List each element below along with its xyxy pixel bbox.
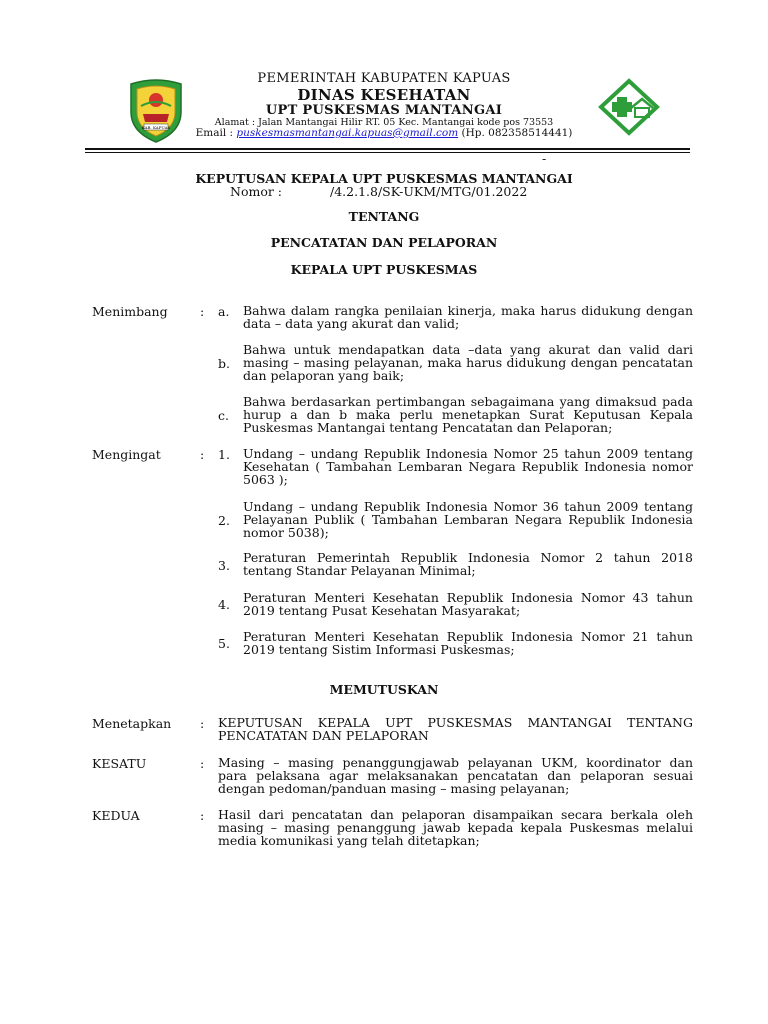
kedua-label: KEDUA [92, 808, 140, 823]
mengingat-item-2: Undang – undang Republik Indonesia Nomor 36 tahun 2009 tentang Pelayanan Publik ( Tambahan Lembaran Negara Republik Indonesia nomor 5038); [243, 499, 693, 540]
letterhead-agency: DINAS KESEHATAN [297, 86, 471, 104]
menetapkan-label: Menetapkan [92, 716, 172, 731]
crest-text: KAB. KAPUAS [141, 125, 171, 130]
email-label: Email : [195, 127, 237, 139]
subject-heading: PENCATATAN DAN PELAPORAN [270, 235, 498, 250]
decree-title: KEPUTUSAN KEPALA UPT PUSKESMAS MANTANGAI [195, 171, 573, 186]
menetapkan-text: KEPUTUSAN KEPALA UPT PUSKESMAS MANTANGAI TENTANG PENCATATAN DAN PELAPORAN [218, 715, 693, 743]
mengingat-num-2: 2. [218, 513, 230, 528]
mengingat-num-5: 5. [218, 636, 230, 651]
email-link[interactable]: puskesmasmantangai.kapuas@gmail.com [236, 127, 459, 139]
letterhead-address: Alamat : Jalan Mantangai Hilir RT. 05 Kec. Mantangai kode pos 73553 [214, 117, 554, 128]
memutuskan-heading: MEMUTUSKAN [329, 682, 439, 697]
mengingat-num-3: 3. [218, 558, 230, 573]
mengingat-label: Mengingat [92, 447, 161, 462]
menimbang-num-b: b. [218, 356, 230, 371]
menimbang-item-b: Bahwa untuk mendapatkan data –data yang akurat dan valid dari masing – masing pelayanan, maka harus didukung dengan pencatatan dan pelaporan yang baik; [243, 342, 693, 383]
letterhead-rule-thin [85, 152, 690, 153]
title-dash: - [542, 151, 547, 166]
menimbang-item-a: Bahwa dalam rangka penilaian kinerja, maka harus didukung dengan data – data yang akurat dan valid; [243, 303, 693, 331]
kesatu-colon: : [200, 756, 205, 771]
kedua-colon: : [200, 808, 205, 823]
mengingat-item-3: Peraturan Pemerintah Republik Indonesia Nomor 2 tahun 2018 tentang Standar Pelayanan Minimal; [243, 550, 693, 578]
menimbang-item-c: Bahwa berdasarkan pertimbangan sebagaimana yang dimaksud pada hurup a dan b maka perlu menetapkan Surat Keputusan Kepala Puskesmas Mantangai tentang Pencatatan dan Pelaporan; [243, 394, 693, 435]
kesatu-label: KESATU [92, 756, 147, 771]
mengingat-item-5: Peraturan Menteri Kesehatan Republik Indonesia Nomor 21 tahun 2019 tentang Sistim Informasi Puskesmas; [243, 629, 693, 657]
mengingat-item-4: Peraturan Menteri Kesehatan Republik Indonesia Nomor 43 tahun 2019 tentang Pusat Kesehatan Masyarakat; [243, 590, 693, 618]
kepala-heading: KEPALA UPT PUSKESMAS [290, 262, 478, 277]
kedua-text: Hasil dari pencatatan dan pelaporan disampaikan secara berkala oleh masing – masing penanggung jawab kepada kepala Puskesmas melalui media komunikasi yang telah ditetapkan; [218, 807, 693, 848]
menetapkan-colon: : [200, 716, 205, 731]
mengingat-num-1: 1. [218, 447, 230, 462]
menimbang-num-a: a. [218, 304, 230, 319]
mengingat-num-4: 4. [218, 597, 230, 612]
puskesmas-logo-icon [598, 78, 660, 136]
menimbang-num-c: c. [218, 408, 229, 423]
letterhead-rule-thick [85, 148, 690, 150]
nomor-label: Nomor : [230, 184, 283, 199]
tentang-heading: TENTANG [348, 209, 420, 224]
menimbang-label: Menimbang [92, 304, 168, 319]
letterhead-government: PEMERINTAH KABUPATEN KAPUAS [257, 71, 511, 86]
letterhead-unit: UPT PUSKESMAS MANTANGAI [265, 103, 503, 118]
nomor-value: /4.2.1.8/SK-UKM/MTG/01.2022 [330, 184, 528, 199]
menimbang-colon: : [200, 304, 205, 319]
kesatu-text: Masing – masing penanggungjawab pelayanan UKM, koordinator dan para pelaksana agar melaksanakan pencatatan dan pelaporan sesuai dengan pedoman/panduan masing – masing pelayanan; [218, 755, 693, 796]
mengingat-colon: : [200, 447, 205, 462]
phone-number: (Hp. 082358514441) [458, 127, 573, 139]
mengingat-item-1: Undang – undang Republik Indonesia Nomor 25 tahun 2009 tentang Kesehatan ( Tambahan Lembaran Negara Republik Indonesia nomor 5063 ); [243, 446, 693, 487]
